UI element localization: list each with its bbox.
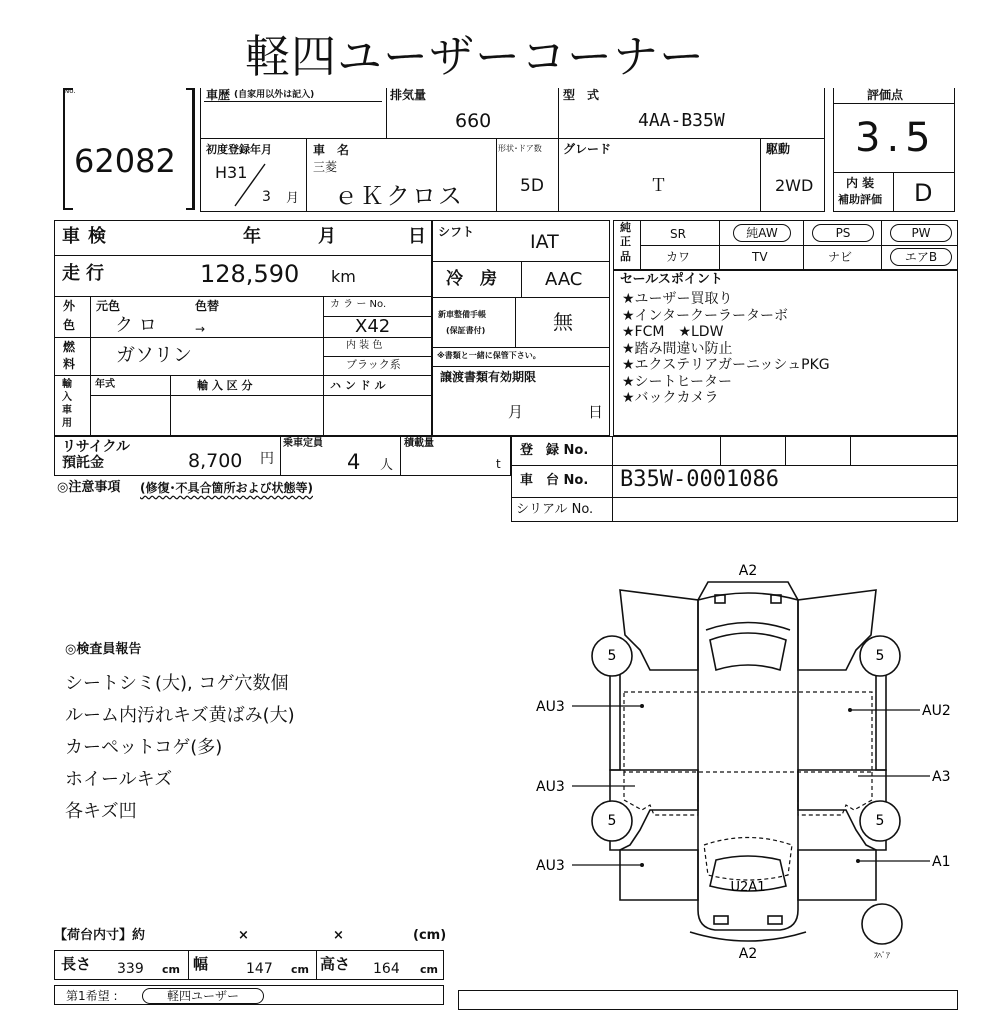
diagram-left-2: AU3 [536, 779, 565, 795]
fuel-label-2: 料 [63, 357, 76, 371]
inspection-label: 車検 [62, 226, 114, 247]
equipment-leather: カワ [666, 250, 691, 264]
color-label-outer-1: 外 [63, 299, 76, 313]
ac-value: AAC [545, 269, 583, 290]
notes-label: ◎注意事項 [57, 480, 121, 495]
lot-bracket [63, 88, 73, 210]
cargo-height-unit: cm [420, 963, 438, 976]
equipment-airbag: エアB [890, 248, 952, 266]
notes-sub: (修復･不具合箇所および状態等) [140, 481, 313, 495]
sales-points-list [622, 291, 830, 407]
recycle-label-2: 預託金 [62, 455, 104, 471]
divider [400, 436, 401, 476]
changed-color-label: 色替 [195, 299, 220, 313]
grade-value: Ｔ [650, 176, 667, 196]
capacity-unit: 人 [380, 458, 394, 473]
inspector-item: 各キズ凹 [65, 801, 137, 822]
reg-docs-label-2: (保証書付) [446, 326, 486, 335]
inspector-label: ◎検査員報告 [65, 642, 142, 657]
doors-value: 5D [520, 176, 544, 196]
diagram-right-2: A3 [932, 769, 951, 785]
cargo-width-label: 幅 [193, 955, 209, 973]
divider [432, 297, 610, 298]
sales-point-item: ★バックカメラ [622, 390, 719, 406]
history-label: 車歴 [206, 88, 231, 102]
divider [323, 375, 324, 436]
capacity-label: 乗車定員 [283, 438, 323, 449]
lot-label: No. [64, 87, 76, 95]
cargo-height-label: 高さ [320, 955, 351, 973]
drive-label: 駆動 [766, 142, 791, 156]
divider [640, 245, 958, 246]
interior-color-value: ブラック系 [346, 358, 401, 371]
cargo-length-value: 339 [117, 961, 144, 977]
diagram-left-3: AU3 [536, 858, 565, 874]
original-color-value: ク ロ [115, 315, 157, 336]
color-label-outer-2: 色 [63, 318, 76, 332]
import-label-2: 入 [62, 392, 72, 403]
reg-docs-label-1: 新車整備手帳 [438, 310, 486, 319]
reg-docs-value: 無 [553, 310, 573, 334]
fuel-value: ガソリン [116, 344, 193, 366]
sales-point-item: ★ユーザー買取り [622, 291, 733, 307]
lot-number: 62082 [74, 142, 176, 180]
sales-points-label: セールスポイント [620, 272, 723, 287]
tire-rear-left: 5 [607, 813, 617, 829]
diagram-right-1: AU2 [922, 703, 951, 719]
underline [204, 101, 382, 102]
footer-owner-value: 軽四ユーザー [142, 988, 264, 1004]
diagram-bottom-label: A2 [738, 946, 758, 960]
divider [558, 88, 559, 212]
equipment-side-3: 品 [620, 250, 631, 263]
diagram-top-label: A2 [738, 563, 758, 579]
divider [170, 375, 171, 436]
diagram-roof-label: U2A1 [730, 880, 766, 895]
cargo-x1: × [238, 928, 249, 943]
divider [760, 138, 761, 212]
divider [280, 436, 281, 476]
mileage-unit: km [331, 267, 356, 286]
first-reg-label: 初度登録年月 [206, 143, 272, 156]
lot-bracket-right [186, 88, 195, 210]
equipment-aw: 純AW [733, 224, 791, 242]
registration-label: 登 録 No. [520, 443, 589, 458]
displacement-label: 排気量 [390, 88, 427, 102]
shift-value: IAT [530, 231, 559, 253]
transfer-day: 日 [588, 403, 604, 421]
equipment-side-2: 正 [620, 235, 631, 248]
divider [612, 436, 613, 522]
divider [316, 950, 317, 980]
sales-point-item: ★エクステリアガーニッシュPKG [622, 357, 830, 373]
doors-label: 形状･ドア数 [498, 144, 542, 153]
divider [785, 436, 786, 465]
inspector-item: シートシミ(大), コゲ穴数個 [65, 673, 289, 694]
inspector-item: ホイールキズ [65, 769, 173, 790]
car-maker: 三菱 [313, 160, 338, 174]
transfer-label: 譲渡書類有効期限 [440, 370, 537, 384]
mileage-label: 走行 [62, 263, 110, 284]
divider [323, 296, 324, 375]
load-label: 積載量 [404, 438, 434, 449]
car-name-value: ｅＫクロス [334, 182, 464, 210]
divider [803, 220, 804, 270]
divider [521, 261, 522, 297]
divider [54, 255, 432, 256]
sales-point-item: ★インタークーラーターボ [622, 307, 788, 324]
first-reg-month: 3 [262, 189, 271, 205]
divider [323, 356, 432, 357]
equipment-side-1: 純 [620, 221, 631, 234]
divider [90, 395, 432, 396]
cargo-width-unit: cm [291, 963, 309, 976]
divider [188, 950, 189, 980]
import-type-label: 輸 入 区 分 [197, 379, 253, 392]
divider [511, 497, 958, 498]
divider [511, 465, 958, 466]
cargo-height-value: 164 [373, 961, 400, 977]
serial-label: シリアル No. [516, 502, 594, 517]
divider [54, 375, 432, 376]
grade-label: グレード [563, 142, 612, 156]
divider [720, 436, 721, 465]
equipment-pw: PW [890, 224, 952, 242]
score-label: 評価点 [867, 88, 904, 102]
score-value: 3.5 [855, 115, 937, 161]
load-unit: t [496, 457, 501, 471]
inspection-month: 月 [318, 226, 336, 247]
tire-front-right: 5 [875, 648, 885, 664]
divider [386, 88, 387, 138]
changed-color-value: → [195, 322, 206, 336]
divider [54, 296, 432, 297]
color-code-label: カ ラ ー No. [330, 299, 387, 310]
cargo-label: 【荷台内寸】約 [54, 928, 146, 943]
divider [306, 138, 307, 212]
first-reg-month-unit: 月 [286, 191, 300, 206]
reg-docs-note: ※書類と一緒に保管下さい。 [437, 351, 541, 360]
chassis-label: 車 台 No. [520, 473, 589, 488]
inspection-day: 日 [408, 226, 426, 247]
divider [54, 337, 432, 338]
recycle-label-1: リサイクル [62, 439, 131, 455]
inspection-year: 年 [243, 226, 261, 247]
divider [90, 296, 91, 436]
drive-value: 2WD [775, 176, 814, 195]
diagram-left-1: AU3 [536, 699, 565, 715]
model-value: 4AA-B35W [638, 110, 725, 131]
divider [833, 103, 955, 104]
divider [881, 220, 882, 270]
color-code-value: X42 [355, 316, 391, 337]
car-name-label: 車 名 [313, 143, 350, 157]
divider [496, 138, 497, 212]
divider [515, 297, 516, 347]
divider [850, 436, 851, 465]
divider [432, 347, 610, 348]
diagram-right-3: A1 [932, 854, 951, 870]
inspector-item: カーペットコゲ(多) [65, 737, 223, 758]
mileage-value: 128,590 [200, 260, 300, 288]
interior-score-label-2: 補助評価 [838, 193, 882, 206]
equipment-navi: ナビ [828, 250, 853, 264]
divider [893, 172, 894, 212]
inspector-item: ルーム内汚れキズ黄ばみ(大) [65, 705, 295, 726]
equipment-tv: TV [752, 250, 768, 264]
top-mid-line [200, 138, 825, 139]
interior-score-value: D [914, 179, 933, 207]
ac-label: 冷 房 [446, 269, 497, 289]
spare-label: ｽﾍﾟｱ [874, 951, 890, 960]
fuel-label-1: 燃 [63, 340, 76, 354]
history-note: (自家用以外は記入) [234, 90, 315, 100]
chassis-value: B35W-0001086 [620, 467, 779, 492]
cargo-x2: × [333, 928, 344, 943]
shift-label: シフト [438, 225, 475, 239]
transfer-month: 月 [508, 403, 524, 421]
cargo-width-value: 147 [246, 961, 273, 977]
import-label-4: 用 [62, 418, 72, 429]
first-reg-year: H31 [215, 163, 248, 182]
sales-point-item: ★FCM ★LDW [622, 324, 724, 340]
original-color-label: 元色 [96, 299, 121, 313]
sales-point-item: ★シートヒーター [622, 373, 732, 390]
equipment-ps: PS [812, 224, 874, 242]
cargo-length-label: 長さ [61, 955, 92, 973]
divider [719, 220, 720, 270]
interior-color-label: 内 装 色 [346, 340, 383, 351]
capacity-value: 4 [347, 450, 361, 474]
cargo-length-unit: cm [162, 963, 180, 976]
recycle-value: 8,700 [188, 450, 243, 472]
tire-front-left: 5 [607, 648, 617, 664]
tire-rear-right: 5 [875, 813, 885, 829]
import-handle-label: ハ ン ド ル [330, 379, 386, 392]
import-label-3: 車 [62, 405, 72, 416]
interior-score-label-1: 内 装 [846, 176, 875, 190]
footer-right-box [458, 990, 958, 1010]
import-year-label: 年式 [95, 379, 115, 390]
inspector-list [65, 668, 295, 828]
divider [432, 366, 610, 367]
displacement-value: 660 [455, 110, 492, 132]
sales-point-item: ★踏み間違い防止 [622, 340, 733, 357]
page-title: 軽四ユーザーコーナー [245, 30, 706, 83]
footer-owner-label: 第1希望 : [66, 989, 118, 1003]
import-label-1: 輸 [62, 379, 72, 390]
car-diagram [530, 560, 970, 960]
model-label: 型 式 [563, 88, 600, 102]
cargo-unit: (cm) [413, 928, 447, 943]
recycle-unit: 円 [260, 451, 274, 467]
equipment-sr: SR [670, 227, 686, 241]
